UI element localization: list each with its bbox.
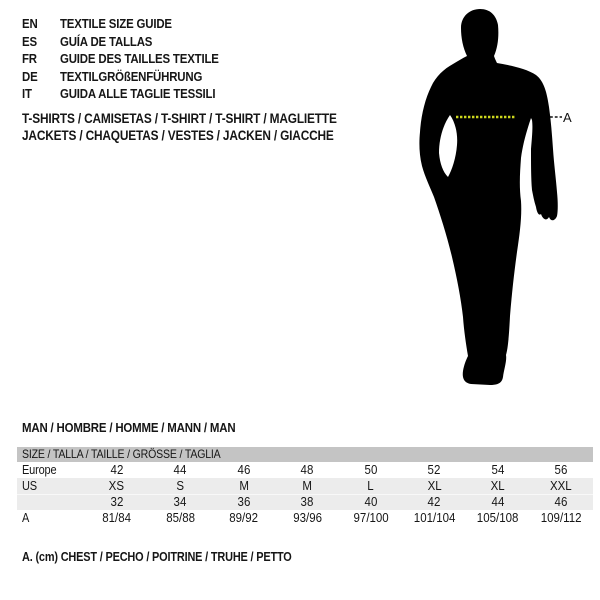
row-label: A — [22, 511, 30, 525]
language-title: GUIDE DES TAILLES TEXTILE — [60, 51, 219, 66]
table-cell: 89/92 — [229, 511, 259, 525]
language-row — [22, 15, 240, 33]
table-cell: 50 — [364, 463, 378, 477]
table-cell: 32 — [110, 495, 124, 509]
table-row-us — [17, 478, 593, 494]
table-cell: 42 — [427, 495, 441, 509]
table-cell: 40 — [364, 495, 378, 509]
table-cell: 48 — [300, 463, 314, 477]
table-cell: XXL — [550, 479, 573, 493]
language-code: DE — [22, 68, 38, 84]
man-silhouette — [390, 0, 600, 400]
man-silhouette-body — [419, 9, 557, 385]
language-code: FR — [22, 51, 37, 66]
measure-label-a: A — [563, 110, 572, 125]
table-cell: 97/100 — [353, 511, 389, 525]
table-cell: 93/96 — [292, 511, 322, 525]
size-table-header — [17, 447, 593, 462]
row-label: US — [22, 479, 37, 493]
table-cell: M — [302, 479, 313, 493]
gender-heading: MAN / HOMBRE / HOMME / MANN / MAN — [22, 420, 236, 435]
language-title: GUIDA ALLE TAGLIE TESSILI — [60, 86, 216, 101]
table-row-unlabeled — [17, 494, 593, 510]
language-row — [22, 85, 240, 103]
table-row-a-chest — [17, 510, 593, 526]
table-cell: 81/84 — [102, 511, 132, 525]
table-cell: 109/112 — [540, 511, 582, 525]
language-row — [22, 50, 240, 68]
table-cell: 44 — [173, 463, 187, 477]
table-cell: 38 — [300, 495, 314, 509]
row-label: Europe — [22, 463, 57, 477]
table-cell: 42 — [110, 463, 124, 477]
table-cell: 56 — [554, 463, 568, 477]
table-cell: 101/104 — [413, 511, 456, 525]
table-cell: S — [176, 479, 185, 493]
language-code: IT — [22, 86, 32, 101]
table-cell: 52 — [427, 463, 441, 477]
table-row-europe — [17, 462, 593, 478]
table-cell: 85/88 — [165, 511, 195, 525]
table-cell: 46 — [554, 495, 568, 509]
table-cell: 54 — [491, 463, 505, 477]
category-line-jackets: JACKETS / CHAQUETAS / VESTES / JACKEN / GIACCHE — [22, 128, 334, 143]
table-cell: 34 — [173, 495, 187, 509]
language-row — [22, 33, 240, 51]
table-cell: XL — [490, 479, 505, 493]
size-table — [17, 447, 593, 526]
table-cell: XL — [427, 479, 442, 493]
table-cell: XS — [109, 479, 125, 493]
category-heading — [22, 110, 380, 144]
language-guide-list — [22, 15, 240, 103]
measurement-footnote: A. (cm) CHEST / PECHO / POITRINE / TRUHE / PETTO — [22, 549, 292, 564]
table-cell: 44 — [491, 495, 505, 509]
table-cell: L — [367, 479, 374, 493]
category-line-tshirts: T-SHIRTS / CAMISETAS / T-SHIRT / T-SHIRT / MAGLIETTE — [22, 111, 337, 126]
table-cell: 46 — [237, 463, 251, 477]
table-cell: 105/108 — [476, 511, 519, 525]
language-title: GUÍA DE TALLAS — [60, 33, 153, 49]
size-table-header-label: SIZE / TALLA / TAILLE / GRÖSSE / TAGLIA — [22, 447, 221, 461]
table-cell: M — [238, 479, 249, 493]
table-cell: 36 — [237, 495, 251, 509]
language-code: EN — [22, 16, 38, 31]
language-title: TEXTILE SIZE GUIDE — [60, 16, 172, 31]
language-row — [22, 68, 240, 86]
language-code: ES — [22, 33, 37, 49]
language-title: TEXTILGRÖßENFÜHRUNG — [60, 68, 203, 84]
